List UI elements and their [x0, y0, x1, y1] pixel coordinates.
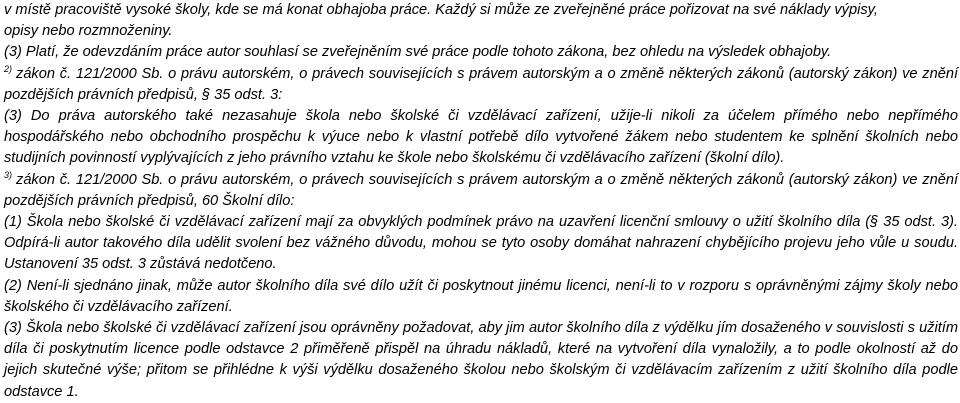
legal-document-text — [4, 0, 958, 403]
paragraph-3-cost-contribution: (3) Škola nebo školské či vzdělávací zařízení jsou oprávněny požadovat, aby jim autor školního díla z výdělku jím dosaženého v souvislosti s užitím díla či poskytnutím licence podle odstavce 2 přiměřeně přispěl na úhradu nákladů, které na vytvoření díla vynaložily, a to podle okolností až do jejich skutečné výše; přitom se přihlédne k výši výdělku dosaženého školou nebo školským či vzdělávacím zařízením z užití školního díla podle odstavce 1. — [4, 320, 958, 400]
paragraph-3-publication-consent: (3) Platí, že odevzdáním práce autor souhlasí se zveřejněním své práce podle tohoto zákona, bez ohledu na výsledek obhajoby. — [4, 44, 832, 61]
footnote-2-text: zákon č. 121/2000 Sb. o právu autorském, o právech souvisejících s právem autorským a o změně některých zákonů (autorský zákon) ve znění pozdějších právních předpisů, § 35 odst. 3: — [4, 65, 958, 103]
intro-paragraph — [4, 0, 958, 42]
footnote-3-text: zákon č. 121/2000 Sb. o právu autorském, o právech souvisejících s právem autorským a o změně některých zákonů (autorský zákon) ve znění pozdějších právních předpisů, 60 Školní dílo: — [4, 171, 958, 209]
intro-line-2: opisy nebo rozmnoženiny. — [4, 23, 173, 40]
paragraph-3-school-work: (3) Do práva autorského také nezasahuje škola nebo školské či vzdělávací zařízení, užije-li nikoli za účelem přímého nebo nepřímého hospodářského nebo obchodního prospěchu k výuce nebo k vlastní potřebě dílo vytvořené žákem nebo studentem ke splnění školních nebo studijních povinností vyplývajících z jeho právního vztahu ke škole nebo školskému či vzdělávacího zařízení (školní dílo). — [4, 108, 958, 167]
footnote-3-marker: 3) — [4, 169, 13, 180]
intro-line-1: v místě pracoviště vysoké školy, kde se má konat obhajoba práce. Každý si může ze zveřejněné práce pořizovat na své náklady výpisy, — [4, 2, 878, 18]
paragraph-1-license-agreement: (1) Škola nebo školské či vzdělávací zařízení mají za obvyklých podmínek právo na uzavření licenční smlouvy o užití školního díla (§ 35 odst. 3). Odpírá-li autor takového díla udělit svolení bez vážného důvodu, mohou se tyto osoby domáhat nahrazení chybějícího projevu jeho vůle u soudu. Ustanovení 35 odst. 3 zůstává nedotčeno. — [4, 214, 958, 273]
footnote-2 — [4, 64, 958, 106]
footnote-2-marker: 2) — [4, 63, 13, 74]
paragraph-2-author-use: (2) Není-li sjednáno jinak, může autor školního díla své dílo užít či poskytnout jinému licenci, není-li to v rozporu s oprávněnými zájmy školy nebo školského či vzdělávacího zařízení. — [4, 277, 958, 315]
footnote-3 — [4, 170, 958, 212]
